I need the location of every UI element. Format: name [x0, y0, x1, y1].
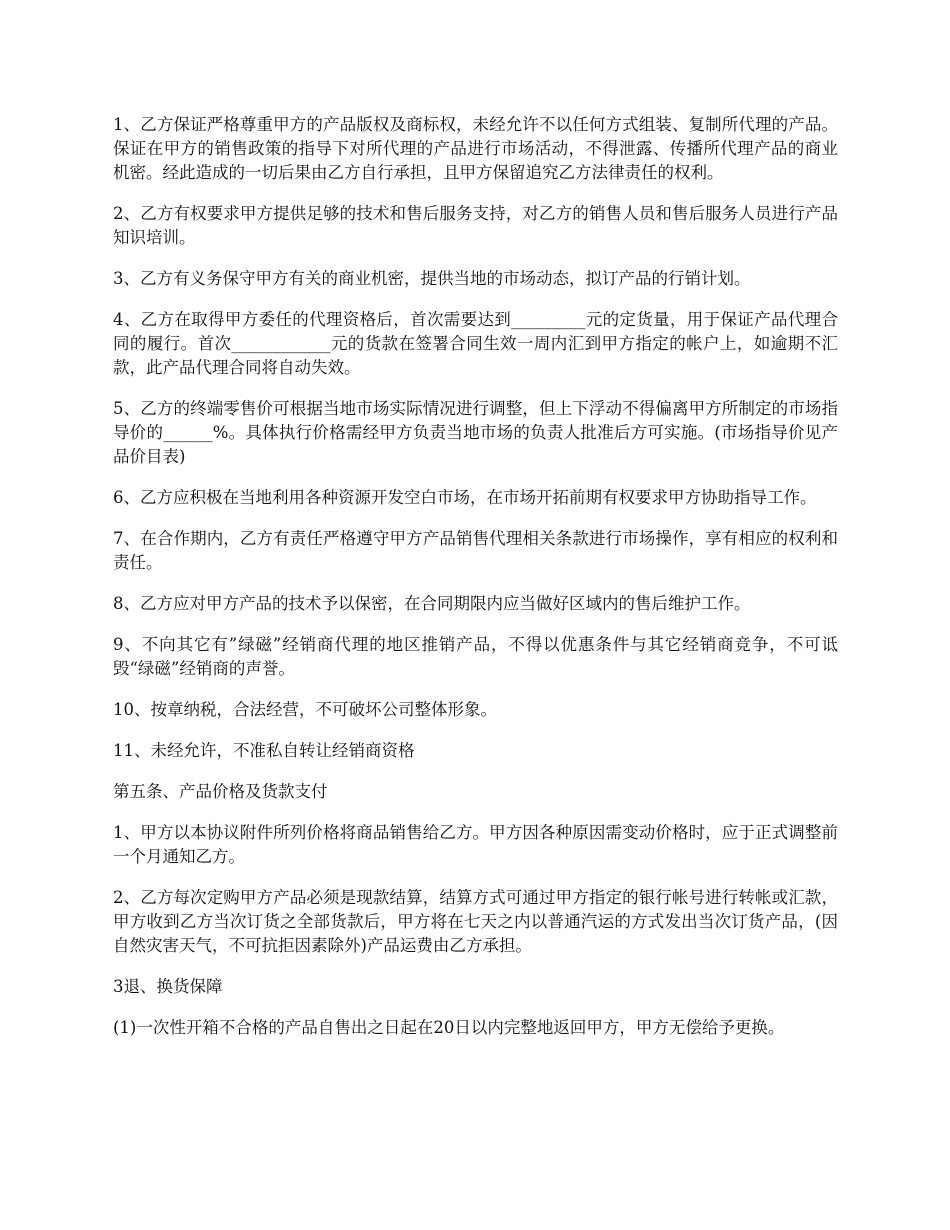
clause-6: 6、乙方应积极在当地利用各种资源开发空白市场，在市场开拓前期有权要求甲方协助指导工作。 — [113, 488, 817, 507]
clause-5: 5、乙方的终端零售价可根据当地市场实际情况进行调整，但上下浮动不得偏离甲方所制定的市场指导价的______%。具体执行价格需经甲方负责当地市场的负责人批准后方可实施。(市场指导价见产品价目表) — [113, 399, 838, 466]
return-clause-1: (1)一次性开箱不合格的产品自售出之日起在20日以内完整地返回甲方，甲方无偿给予更换。 — [113, 1018, 785, 1037]
clause-3: 3、乙方有义务保守甲方有关的商业机密，提供当地的市场动态，拟订产品的行销计划。 — [113, 269, 751, 288]
clause-7: 7、在合作期内，乙方有责任严格遵守甲方产品销售代理相关条款进行市场操作，享有相应的权利和责任。 — [113, 529, 838, 572]
document-page — [113, 113, 838, 1057]
clause-1: 1、乙方保证严格尊重甲方的产品版权及商标权，未经允许不以任何方式组装、复制所代理的产品。保证在甲方的销售政策的指导下对所代理的产品进行市场活动，不得泄露、传播所代理产品的商业机密。经此造成的一切后果由乙方自行承担，且甲方保留追究乙方法律责任的权利。 — [113, 115, 838, 182]
clause-4: 4、乙方在取得甲方委任的代理资格后，首次需要达到_________元的定货量，用于保证产品代理合同的履行。首次____________元的货款在签署合同生效一周内汇到甲方指定的帐户上，如逾期不汇款，此产品代理合同将自动失效。 — [113, 310, 838, 377]
clause-8: 8、乙方应对甲方产品的技术予以保密，在合同期限内应当做好区域内的售后维护工作。 — [113, 594, 751, 613]
price-clause-2: 2、乙方每次定购甲方产品必须是现款结算，结算方式可通过甲方指定的银行帐号进行转帐或汇款，甲方收到乙方当次订货之全部货款后，甲方将在七天之内以普通汽运的方式发出当次订货产品，(因自然灾害天气，不可抗拒因素除外)产品运费由乙方承担。 — [113, 888, 838, 955]
clause-9: 9、不向其它有”绿磁”经销商代理的地区推销产品，不得以优惠条件与其它经销商竞争，不可诋毁“绿磁”经销商的声誉。 — [113, 635, 838, 678]
price-clause-1: 1、甲方以本协议附件所列价格将商品销售给乙方。甲方因各种原因需变动价格时，应于正式调整前一个月通知乙方。 — [113, 823, 838, 866]
clause-2: 2、乙方有权要求甲方提供足够的技术和售后服务支持，对乙方的销售人员和售后服务人员进行产品知识培训。 — [113, 204, 838, 247]
return-exchange-heading: 3退、换货保障 — [113, 977, 223, 996]
section-heading-5: 第五条、产品价格及货款支付 — [113, 782, 328, 801]
clause-11: 11、未经允许，不准私自转让经销商资格 — [113, 741, 415, 760]
clause-10: 10、按章纳税，合法经营，不可破坏公司整体形象。 — [113, 700, 497, 719]
